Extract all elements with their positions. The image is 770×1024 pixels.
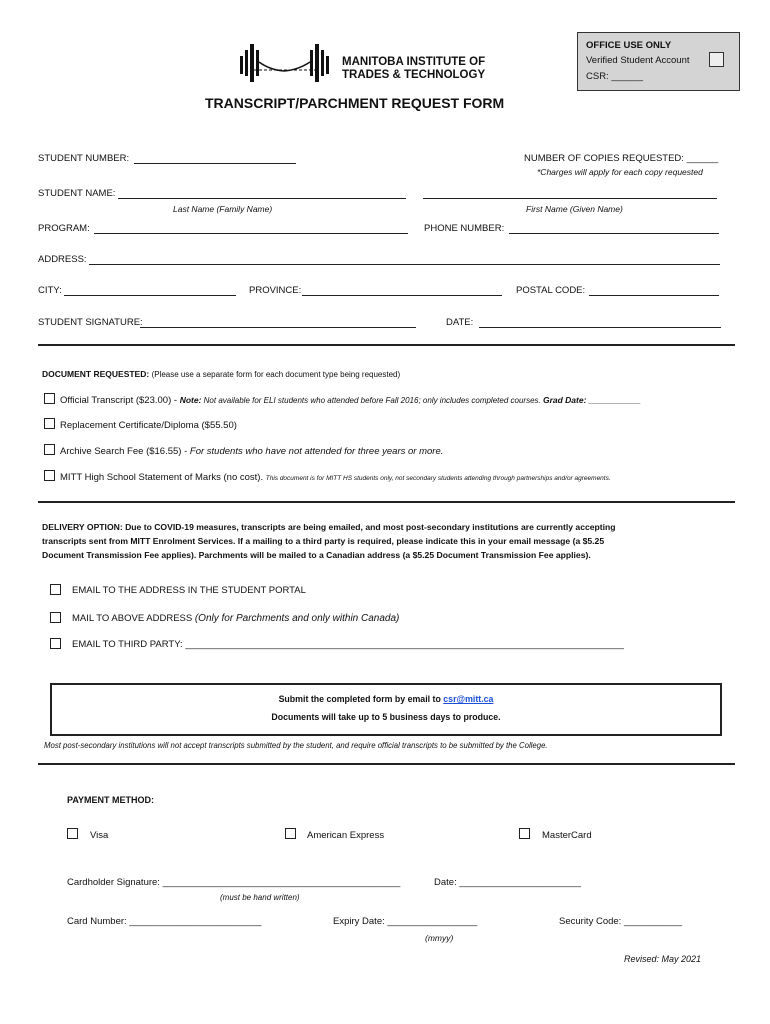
mail-address-checkbox[interactable] <box>50 612 61 623</box>
postal-label: POSTAL CODE: <box>516 285 586 296</box>
archive-search-note: For students who have not attended for three years or more. <box>189 446 444 457</box>
program-input[interactable] <box>94 223 408 234</box>
official-transcript-note: Not available for ELI students who attended before Fall 2016; only includes completed courses. <box>201 396 543 405</box>
submit-email-link[interactable]: csr@mitt.ca <box>443 694 494 704</box>
payment-heading: PAYMENT METHOD: <box>67 795 155 805</box>
student-number-label: STUDENT NUMBER: <box>38 153 130 164</box>
first-name-input[interactable] <box>423 188 717 199</box>
mitt-logo <box>238 44 498 84</box>
copies-label[interactable]: NUMBER OF COPIES REQUESTED: ______ <box>524 153 719 164</box>
postal-input[interactable] <box>589 285 719 296</box>
high-school-marks-option <box>60 472 611 483</box>
address-label: ADDRESS: <box>38 254 87 265</box>
high-school-marks-label: MITT High School Statement of Marks (no cost). <box>60 472 266 483</box>
office-use-title: OFFICE USE ONLY <box>586 40 672 51</box>
province-input[interactable] <box>302 285 502 296</box>
program-label: PROGRAM: <box>38 223 90 234</box>
replacement-certificate-label: Replacement Certificate/Diploma ($55.50) <box>60 420 237 431</box>
mail-address-option <box>72 613 399 624</box>
replacement-certificate-checkbox[interactable] <box>44 418 55 429</box>
first-name-caption: First Name (Given Name) <box>526 204 623 214</box>
submit-box <box>50 683 722 736</box>
security-code-field[interactable]: Security Code: ___________ <box>559 916 683 927</box>
csr-label: CSR: ______ <box>586 71 644 82</box>
submit-text: Submit the completed form by email to <box>278 694 444 704</box>
payment-date-field[interactable]: Date: _______________________ <box>434 877 581 888</box>
email-third-party-checkbox[interactable] <box>50 638 61 649</box>
province-label: PROVINCE: <box>249 285 302 296</box>
expiry-date-field[interactable]: Expiry Date: _________________ <box>333 916 478 927</box>
signature-label: STUDENT SIGNATURE: <box>38 317 143 328</box>
submit-line1 <box>52 694 720 704</box>
archive-search-label: Archive Search Fee ($16.55) - <box>60 446 190 457</box>
divider <box>38 344 735 346</box>
cardholder-signature-field[interactable]: Cardholder Signature: _____________________________________________ <box>67 877 401 888</box>
mastercard-checkbox[interactable] <box>519 828 530 839</box>
date-input[interactable] <box>479 317 721 328</box>
delivery-text-line1: DELIVERY OPTION: Due to COVID-19 measures, transcripts are being emailed, and most post-secondary institutions are currently accepting <box>42 522 616 532</box>
student-name-label: STUDENT NAME: <box>38 188 116 199</box>
bridge-logo-icon <box>238 44 332 82</box>
signature-input[interactable] <box>140 317 416 328</box>
form-title: TRANSCRIPT/PARCHMENT REQUEST FORM <box>205 95 505 111</box>
verified-label: Verified Student Account <box>586 55 690 66</box>
mail-address-note: (Only for Parchments and only within Canada) <box>194 613 400 624</box>
phone-label: PHONE NUMBER: <box>424 223 505 234</box>
verified-checkbox[interactable] <box>709 52 724 67</box>
email-portal-checkbox[interactable] <box>50 584 61 595</box>
city-input[interactable] <box>64 285 236 296</box>
hand-written-note: (must be hand written) <box>220 893 300 902</box>
document-heading <box>42 369 400 379</box>
high-school-marks-note: This document is for MITT HS students only, not secondary students attending through partnerships and/or agreements. <box>265 475 611 482</box>
submit-line2: Documents will take up to 5 business days to produce. <box>271 712 501 722</box>
visa-label: Visa <box>90 830 109 841</box>
logo-line1: MANITOBA INSTITUTE OF <box>342 56 486 68</box>
document-heading-note: (Please use a separate form for each document type being requested) <box>151 370 401 379</box>
archive-search-option <box>60 446 443 457</box>
address-input[interactable] <box>89 254 720 265</box>
amex-checkbox[interactable] <box>285 828 296 839</box>
last-name-input[interactable] <box>118 188 406 199</box>
divider <box>38 501 735 503</box>
city-label: CITY: <box>38 285 62 296</box>
last-name-caption: Last Name (Family Name) <box>173 204 273 214</box>
archive-search-checkbox[interactable] <box>44 444 55 455</box>
email-third-party-label[interactable]: EMAIL TO THIRD PARTY: ___________________________________________________________________________________ <box>72 639 624 650</box>
document-heading-label: DOCUMENT REQUESTED: <box>42 369 150 379</box>
official-transcript-label: Official Transcript ($23.00) - <box>60 395 180 406</box>
grad-date-field[interactable]: Grad Date: ___________ <box>542 395 641 405</box>
disclaimer: Most post-secondary institutions will not accept transcripts submitted by the student, and require official transcripts to be submitted by the College. <box>44 741 548 750</box>
mastercard-label: MasterCard <box>542 830 592 841</box>
email-portal-label: EMAIL TO THE ADDRESS IN THE STUDENT PORTAL <box>72 585 306 596</box>
high-school-marks-checkbox[interactable] <box>44 470 55 481</box>
office-use-box <box>577 32 740 91</box>
official-transcript-option <box>60 395 641 406</box>
phone-input[interactable] <box>509 223 719 234</box>
delivery-text-line2: transcripts sent from MITT Enrolment Services. If a mailing to a third party is required, please indicate this in your email message (a $5.25 <box>42 536 605 546</box>
amex-label: American Express <box>307 830 385 841</box>
revised-date: Revised: May 2021 <box>624 954 702 964</box>
card-number-field[interactable]: Card Number: _________________________ <box>67 916 262 927</box>
student-number-input[interactable] <box>134 153 296 164</box>
official-transcript-checkbox[interactable] <box>44 393 55 404</box>
logo-line2: TRADES & TECHNOLOGY <box>342 69 486 81</box>
delivery-text-line3: Document Transmission Fee applies). Parchments will be mailed to a Canadian address (a $5.25 Document Transmission Fee applies). <box>42 550 591 560</box>
date-label: DATE: <box>446 317 474 328</box>
visa-checkbox[interactable] <box>67 828 78 839</box>
mail-address-label: MAIL TO ABOVE ADDRESS <box>72 613 195 624</box>
note-label: Note: <box>179 395 202 405</box>
mmyy-note: (mmyy) <box>425 933 454 943</box>
divider <box>38 763 735 765</box>
copies-note: *Charges will apply for each copy requested <box>537 167 703 177</box>
